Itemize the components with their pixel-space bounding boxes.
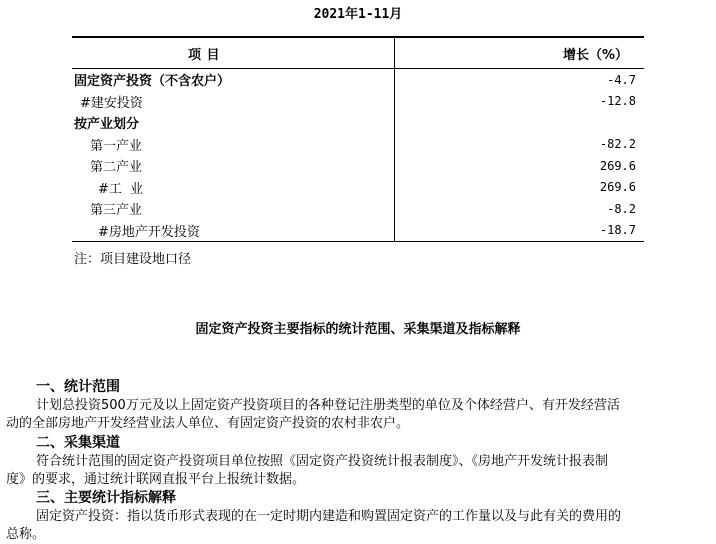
investment-growth-table [72,36,644,242]
row-label: 按产业划分 [72,112,395,134]
indicator-heading: 三、主要统计指标解释 [36,490,176,506]
table-row [72,91,644,113]
table-row [72,177,644,199]
channel-text-line2: 度》的要求，通过统计联网直报平台上报统计数据。 [6,472,306,487]
row-label: 固定资产投资（不含农户） [72,69,395,91]
header-item: 项 目 [72,37,395,69]
indicator-text-line2: 总称。 [6,527,46,542]
table-header-row [72,37,644,69]
explanation-title: 固定资产投资主要指标的统计范围、采集渠道及指标解释 [195,322,521,337]
table-row [72,134,644,156]
channel-text-line1: 符合统计范围的固定资产投资项目单位按照《固定资产投资统计报表制度》、《房地产开发统计报表制 [36,454,609,469]
table-row [72,112,644,134]
indicator-text-line1: 固定资产投资：指以货币形式表现的在一定时期内建造和购置固定资产的工作量以及与此有关的费用的 [36,509,622,524]
report-period-title: 2021年1-11月 [313,7,403,22]
row-label: #房地产开发投资 [72,220,395,242]
row-value: -18.7 [395,220,645,242]
scope-text-line2: 动的全部房地产开发经营业法人单位、有固定资产投资的农村非农户。 [6,416,410,431]
row-label: 第三产业 [72,198,395,220]
scope-text-line1: 计划总投资500万元及以上固定资产投资项目的各种登记注册类型的单位及个体经营户、有开发经营活 [36,398,620,413]
row-label: #建安投资 [72,91,395,113]
row-label: #工 业 [72,177,395,199]
scope-heading: 一、统计范围 [36,379,120,395]
row-value: 269.6 [599,158,636,173]
table-row [72,69,644,91]
row-value: -82.2 [599,137,636,152]
channel-heading: 二、采集渠道 [36,435,120,451]
row-value: -12.8 [599,94,636,109]
header-growth: 增长（%） [395,37,645,69]
row-label: 第二产业 [72,155,395,177]
table-row [72,220,644,242]
row-value [395,112,645,134]
row-label: 第一产业 [72,134,395,156]
row-value: -8.2 [607,201,636,216]
table-note: 注：项目建设地口径 [74,252,192,267]
row-value: -4.7 [607,72,636,87]
row-value: 269.6 [599,180,636,195]
table-row [72,155,644,177]
table-row [72,198,644,220]
